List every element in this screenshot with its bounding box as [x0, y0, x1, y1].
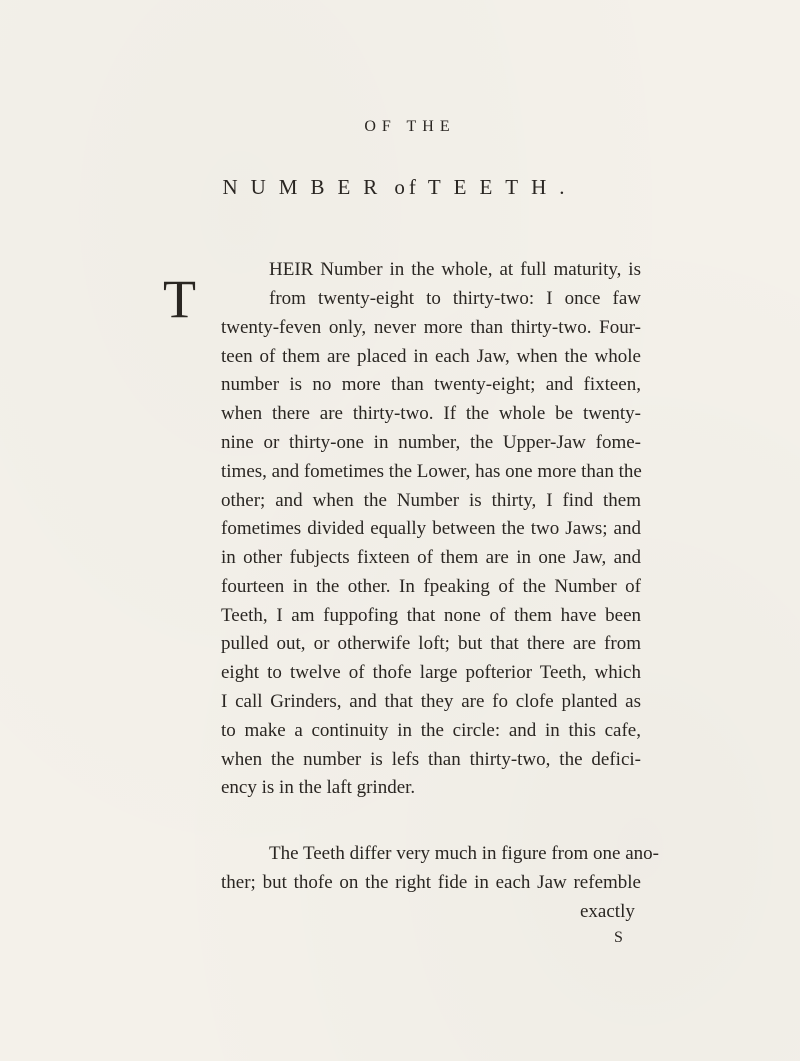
title-of: of [394, 175, 420, 199]
text-line: number is no more than twenty-eight; and fixteen, [221, 374, 641, 395]
text-line: eight to twelve of thofe large pofterior Teeth, which [221, 662, 641, 683]
signature-mark: S [614, 929, 624, 946]
text-line: when the number is lefs than thirty-two, the defici- [221, 749, 641, 770]
text-line: to make a continuity in the circle: and in this cafe, [221, 720, 641, 741]
chapter-title [0, 175, 800, 200]
text-line: fometimes divided equally between the two Jaws; and [221, 518, 641, 539]
text-line: in other fubjects fixteen of them are in one Jaw, and [221, 547, 641, 568]
text-line: twenty-feven only, never more than thirty-two. Four- [221, 317, 641, 338]
title-number: NUMBER [222, 175, 391, 199]
text-line: I call Grinders, and that they are fo clofe planted as [221, 691, 641, 712]
text-line: fourteen in the other. In fpeaking of the Number of [221, 576, 641, 597]
title-teeth: TEETH. [427, 175, 578, 199]
text-line: other; and when the Number is thirty, I find them [221, 490, 641, 511]
catchword: exactly [580, 901, 635, 922]
text-line: teen of them are placed in each Jaw, when the whole [221, 346, 641, 367]
drop-cap: T [163, 269, 196, 329]
text-line: ther; but thofe on the right fide in each Jaw refemble [221, 872, 641, 893]
text-line: when there are thirty-two. If the whole be twenty- [221, 403, 641, 424]
text-line: HEIR Number in the whole, at full maturity, is [269, 259, 641, 280]
text-line: from twenty-eight to thirty-two: I once faw [269, 288, 641, 309]
text-line: Teeth, I am fuppofing that none of them have been [221, 605, 641, 626]
text-line: times, and fometimes the Lower, has one more than the [221, 461, 642, 482]
text-line: nine or thirty-one in number, the Upper-Jaw fome- [221, 432, 641, 453]
section-prefix: OF THE [364, 118, 456, 135]
text-line: pulled out, or otherwife loft; but that there are from [221, 633, 641, 654]
text-line: The Teeth differ very much in figure from one ano- [269, 843, 659, 864]
text-line: ency is in the laft grinder. [221, 777, 416, 798]
